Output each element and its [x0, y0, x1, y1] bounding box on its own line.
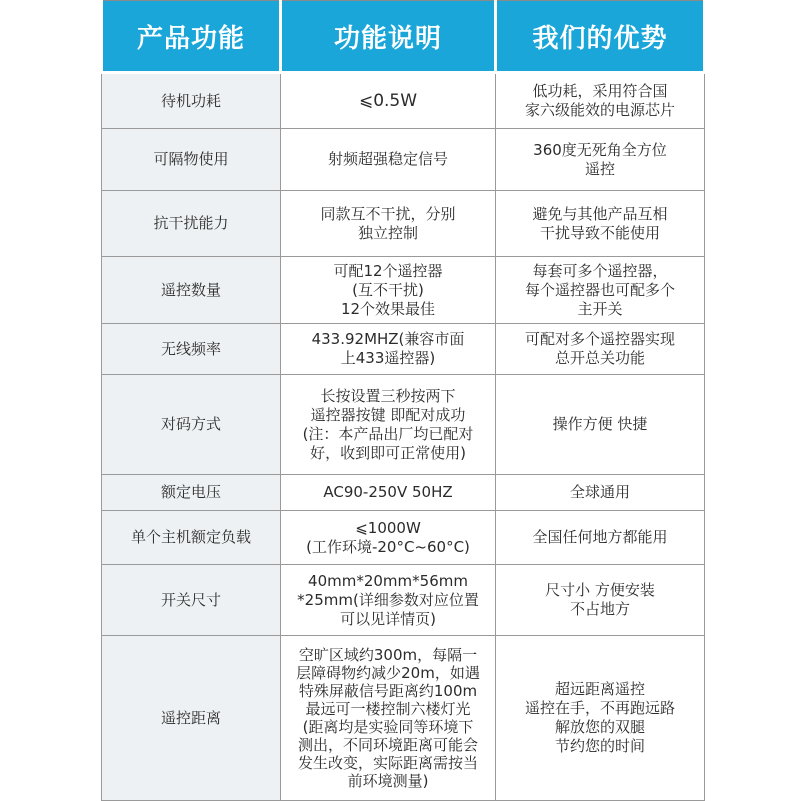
feature-cell: 单个主机额定负载 — [102, 511, 281, 565]
header-description: 功能说明 — [281, 1, 496, 73]
advantage-cell: 尺寸小 方便安装 不占地方 — [496, 565, 705, 636]
advantage-cell: 低功耗，采用符合国 家六级能效的电源芯片 — [496, 73, 705, 129]
table-row — [102, 636, 705, 801]
description-cell: ⩽1000W (工作环境-20°C~60°C) — [281, 511, 496, 565]
feature-cell: 可隔物使用 — [102, 129, 281, 191]
feature-cell: 对码方式 — [102, 375, 281, 475]
description-cell: 433.92MHZ(兼容市面 上433遥控器) — [281, 324, 496, 375]
description-cell: 40mm*20mm*56mm *25mm(详细参数对应位置 可以见详情页) — [281, 565, 496, 636]
advantage-cell: 全国任何地方都能用 — [496, 511, 705, 565]
table-row — [102, 375, 705, 475]
advantage-cell: 可配对多个遥控器实现 总开总关功能 — [496, 324, 705, 375]
description-cell: 可配12个遥控器 (互不干扰) 12个效果最佳 — [281, 257, 496, 324]
header-advantage: 我们的优势 — [496, 1, 705, 73]
table-row — [102, 324, 705, 375]
table-row — [102, 511, 705, 565]
table-row — [102, 257, 705, 324]
description-cell: ⩽0.5W — [281, 73, 496, 129]
description-cell: 长按设置三秒按两下 遥控器按键 即配对成功 (注：本产品出厂均已配对 好，收到即可正常使用) — [281, 375, 496, 475]
feature-cell: 抗干扰能力 — [102, 191, 281, 257]
header-row — [102, 1, 705, 73]
table-row — [102, 73, 705, 129]
feature-cell: 开关尺寸 — [102, 565, 281, 636]
advantage-cell: 超远距离遥控 遥控在手，不再跑远路 解放您的双腿 节约您的时间 — [496, 636, 705, 801]
description-cell: AC90-250V 50HZ — [281, 475, 496, 511]
feature-cell: 无线频率 — [102, 324, 281, 375]
advantage-cell: 每套可多个遥控器， 每个遥控器也可配多个 主开关 — [496, 257, 705, 324]
spec-table-container — [100, 0, 703, 800]
advantage-cell: 操作方便 快捷 — [496, 375, 705, 475]
feature-cell: 遥控数量 — [102, 257, 281, 324]
description-cell: 同款互不干扰，分别 独立控制 — [281, 191, 496, 257]
table-row — [102, 565, 705, 636]
description-cell: 空旷区域约300m，每隔一 层障碍物约减少20m，如遇 特殊屏蔽信号距离约100m 最远可一楼控制六楼灯光 (距离均是实验同等环境下 测出，不同环境距离可能会 发生改变，实际距离需按当 前环境测量) — [281, 636, 496, 801]
advantage-cell: 避免与其他产品互相 干扰导致不能使用 — [496, 191, 705, 257]
advantage-cell: 全球通用 — [496, 475, 705, 511]
feature-cell: 额定电压 — [102, 475, 281, 511]
feature-cell: 遥控距离 — [102, 636, 281, 801]
table-row — [102, 475, 705, 511]
feature-cell: 待机功耗 — [102, 73, 281, 129]
header-feature: 产品功能 — [102, 1, 281, 73]
table-row — [102, 191, 705, 257]
description-cell: 射频超强稳定信号 — [281, 129, 496, 191]
advantage-cell: 360度无死角全方位 遥控 — [496, 129, 705, 191]
table-row — [102, 129, 705, 191]
spec-table — [100, 0, 706, 801]
